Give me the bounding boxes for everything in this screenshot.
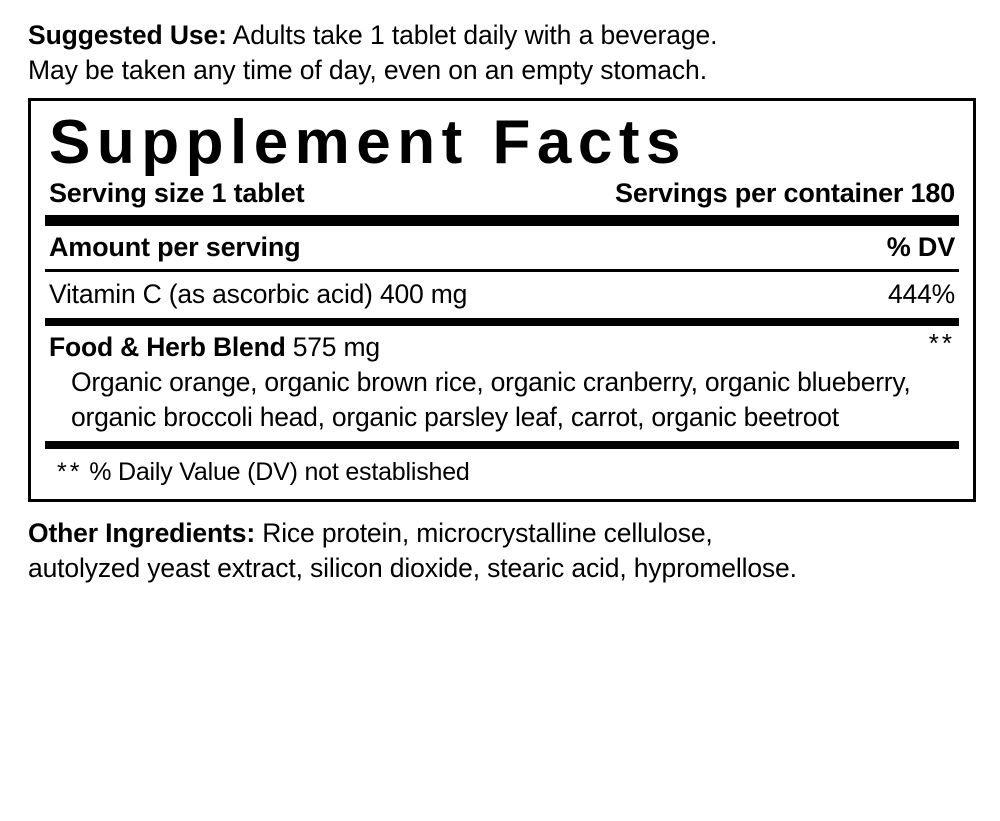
suggested-use-line2: May be taken any time of day, even on an empty stomach.	[28, 54, 707, 85]
blend-name: Food & Herb Blend	[49, 332, 286, 363]
panel-title: Supplement Facts	[49, 107, 687, 177]
nutrient-dv: 444%	[888, 279, 955, 310]
divider-med-1	[45, 318, 959, 326]
blend-header-row	[49, 328, 955, 363]
supplement-facts-panel	[28, 98, 976, 502]
amount-per-serving-row	[45, 226, 959, 269]
footnote-text: % Daily Value (DV) not established	[82, 457, 470, 486]
other-ingredients-block	[0, 502, 1000, 586]
footnote-stars: **	[57, 457, 83, 486]
food-herb-blend-block	[45, 326, 959, 440]
nutrient-name-amount: Vitamin C (as ascorbic acid) 400 mg	[49, 279, 468, 310]
serving-size: Serving size 1 tablet	[49, 178, 305, 209]
other-ingredients-label: Other Ingredients:	[28, 517, 255, 548]
suggested-use-block	[0, 0, 1000, 88]
blend-amount: 575 mg	[285, 332, 380, 363]
dv-footnote	[45, 449, 959, 489]
other-ingredients-line2: autolyzed yeast extract, silicon dioxide, stearic acid, hypromellose.	[28, 552, 797, 583]
suggested-use-label: Suggested Use:	[28, 20, 227, 50]
servings-per-container: Servings per container 180	[615, 178, 955, 209]
other-ingredients-line1: Rice protein, microcrystalline cellulose,	[255, 517, 713, 548]
blend-ingredient-list: Organic orange, organic brown rice, organic cranberry, organic blueberry, organic broccoli head, organic parsley leaf, carrot, organic beetroot	[71, 367, 911, 432]
divider-thick-top	[45, 215, 959, 226]
divider-med-2	[45, 441, 959, 449]
blend-dv: **	[928, 328, 955, 359]
serving-info-row	[49, 178, 955, 209]
nutrient-row-vitamin-c	[45, 272, 959, 318]
amount-per-serving-label: Amount per serving	[49, 232, 301, 263]
suggested-use-line1: Adults take 1 tablet daily with a beverage.	[226, 20, 718, 50]
dv-header: % DV	[886, 232, 955, 263]
